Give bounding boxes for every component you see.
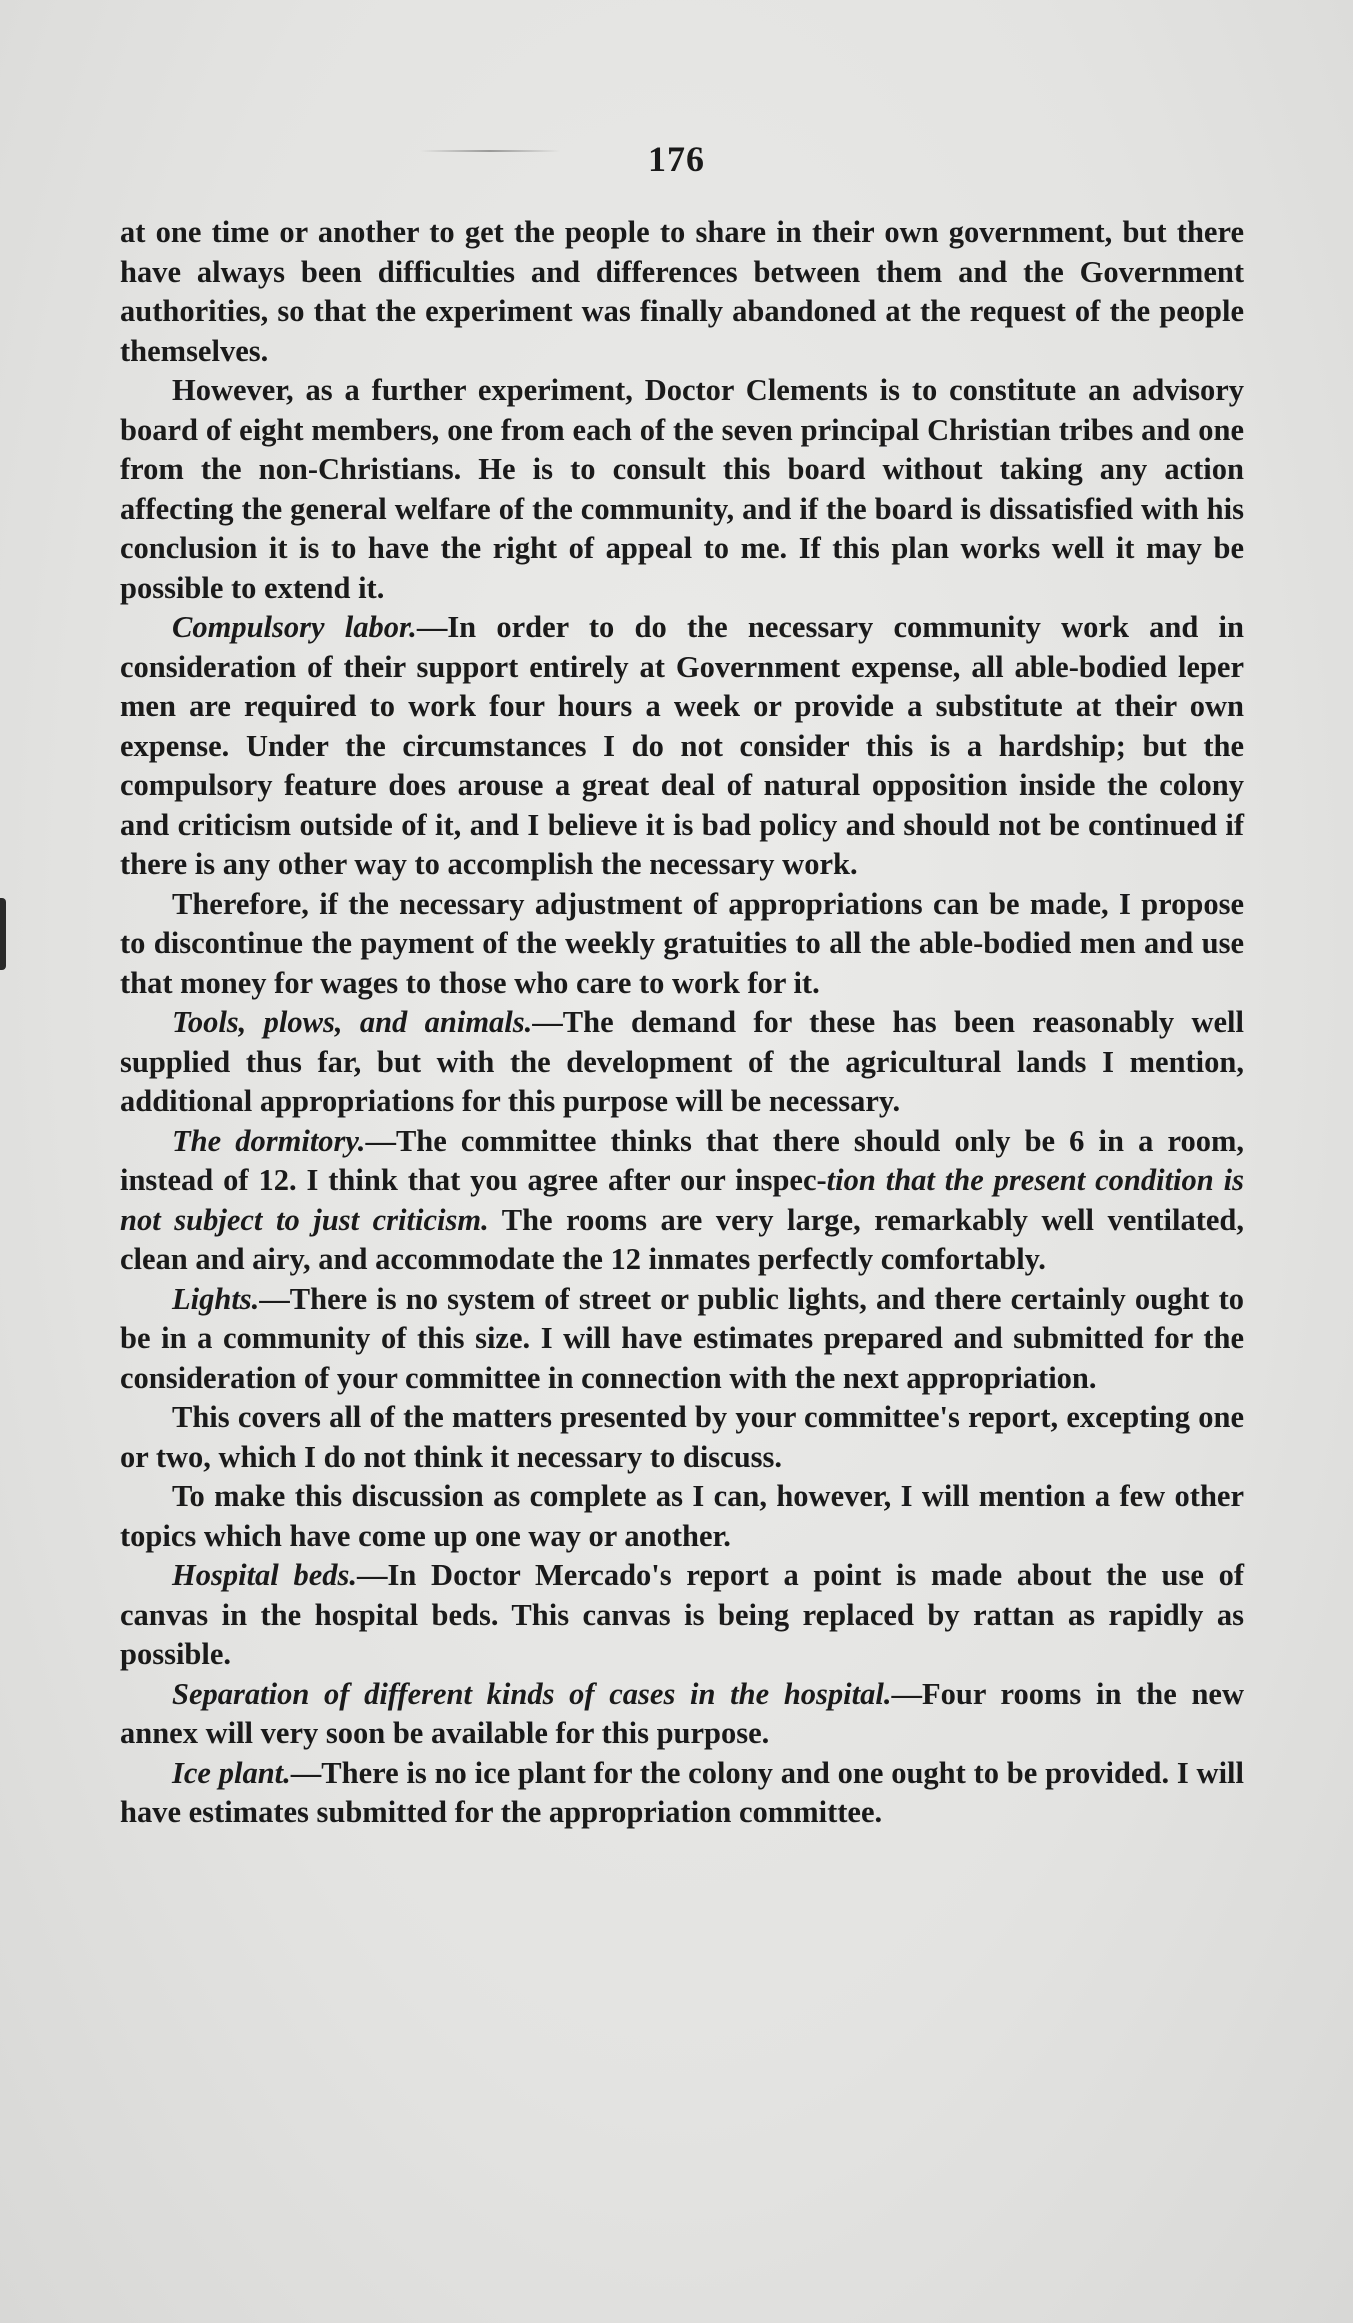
paragraph-text: —The demand for these has been reasonably well supplied thus far, but with the development of the agricultural lands I mention, additional appropriations for this purpose will be necessary.: [120, 1005, 1244, 1118]
paragraph-hospital-beds: [120, 1556, 1244, 1675]
paragraph-text: The rooms are very large, remarkably well ventilated, clean and airy, and accommodate the 12 inmates perfectly comfortably.: [120, 1202, 1244, 1276]
body-text: [120, 213, 1244, 1833]
paragraph-text: —Four rooms in the new annex will very soon be available for this purpose.: [120, 1676, 1244, 1750]
paragraph-gratuities: Therefore, if the necessary adjustment of appropriations can be made, I propose to discontinue the payment of the weekly gratuities to all the able-bodied men and use that money for wages to those who care to work for it.: [120, 886, 1244, 1000]
section-heading: Hospital beds.: [172, 1558, 358, 1592]
section-heading: Compulsory labor.: [172, 610, 417, 644]
emphasized-text: tion that the present condition is not subject to just criticism.: [120, 1163, 1244, 1237]
paragraph-separation: [120, 1675, 1244, 1754]
paragraph-text: —In Doctor Mercado's report a point is made about the use of canvas in the hospital beds. This canvas is being replaced by rattan as rapidly as possible.: [120, 1558, 1245, 1671]
paragraph-ice-plant: [120, 1754, 1244, 1833]
paragraph-dormitory: [120, 1122, 1244, 1280]
paragraph-lights: [120, 1280, 1244, 1399]
paragraph-text: —There is no system of street or public lights, and there certainly ought to be in a community of this size. I will have estimates prepared and submitted for the consideration of your committee in connection with the next appropriation.: [120, 1281, 1244, 1395]
paragraph-text: —The committee thinks that there should only be 6 in a room, instead of 12. I think that you agree after our inspec-: [120, 1123, 1244, 1197]
paragraph-continued: at one time or another to get the people to share in their own government, but there have always been difficulties and differences between them and the Government authorities, so that the experiment was finally abandoned at the request of the people themselves.: [120, 215, 1244, 368]
paragraph-covers: This covers all of the matters presented by your committee's report, excepting one or two, which I do not think it necessary to discuss.: [120, 1400, 1244, 1474]
paragraph-tools: [120, 1003, 1244, 1122]
paragraph-text: —In order to do the necessary community work and in consideration of their support entirely at Government expense, all able-bodied leper men are required to work four hours a week or provide a substitute at their own expense. Under the circumstances I do not consider this is a hardship; but the compulsory feature does arouse a great deal of natural opposition inside the colony and criticism outside of it, and I believe it is bad policy and should not be continued if there is any other way to accomplish the necessary work.: [120, 610, 1244, 881]
binding-edge-mark: [0, 898, 6, 970]
paragraph-advisory-board: However, as a further experiment, Doctor Clements is to constitute an advisory board of eight members, one from each of the seven principal Christian tribes and one from the non-Christians. He is to consult this board without taking any action affecting the general welfare of the community, and if the board is dissatisfied with his conclusion it is to have the right of appeal to me. If this plan works well it may be possible to extend it.: [120, 373, 1244, 605]
page-number: 176: [648, 139, 705, 179]
paragraph-other-topics: To make this discussion as complete as I can, however, I will mention a few other topics which have come up one way or another.: [120, 1479, 1244, 1553]
section-heading: Tools, plows, and animals.: [172, 1005, 533, 1039]
section-heading: Ice plant.: [172, 1755, 291, 1790]
paragraph-compulsory-labor: [120, 608, 1244, 885]
section-heading: Separation of different kinds of cases in the hospital.: [172, 1676, 892, 1711]
paragraph-text: —There is no ice plant for the colony and one ought to be provided. I will have estimates submitted for the appropriation committee.: [120, 1755, 1244, 1829]
section-heading: The dormitory.: [172, 1123, 366, 1158]
section-heading: Lights.: [172, 1281, 260, 1316]
